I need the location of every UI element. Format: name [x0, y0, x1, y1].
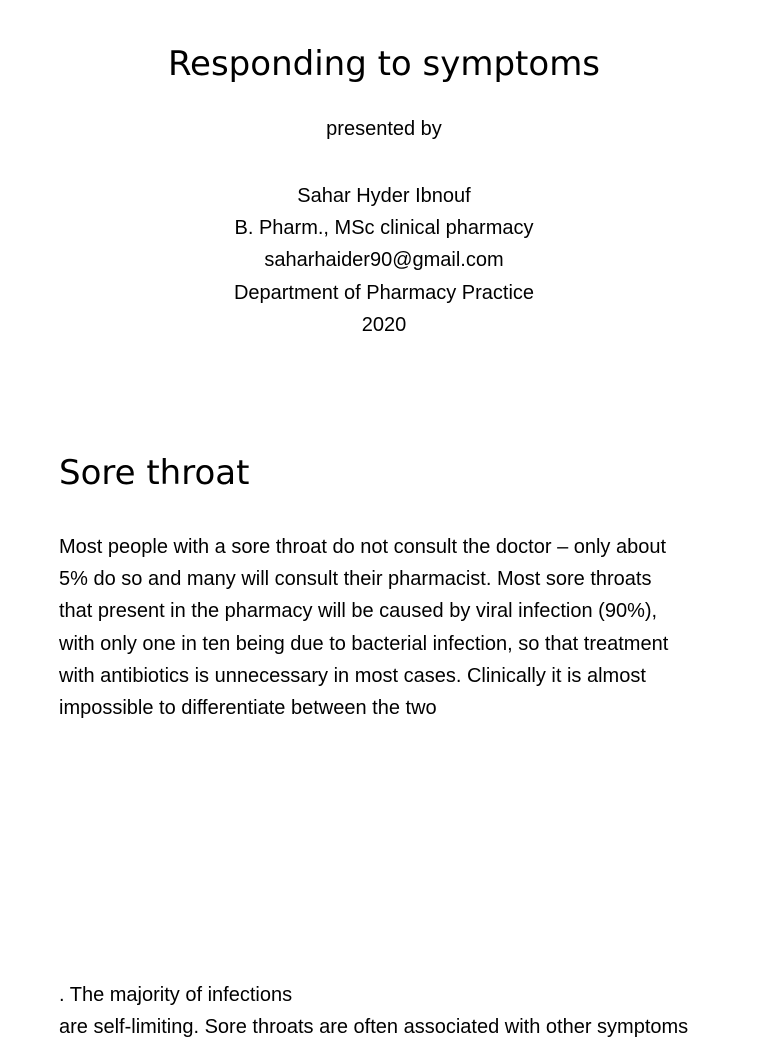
- author-name: Sahar Hyder Ibnouf: [297, 185, 471, 207]
- section-paragraph: [59, 531, 719, 724]
- author-year: 2020: [361, 313, 407, 336]
- author-email: saharhaider90@gmail.com: [264, 249, 504, 272]
- presented-by-label: presented by: [326, 118, 442, 140]
- paragraph-line: with only one in ten being due to bacterial infection, so that treatment: [59, 632, 669, 655]
- paragraph-line: 5% do so and many will consult their pharmacist. Most sore throats: [59, 568, 652, 591]
- document-title: Responding to symptoms: [167, 44, 601, 84]
- paragraph-line: with antibiotics is unnecessary in most cases. Clinically it is almost: [59, 664, 646, 687]
- author-degree: B. Pharm., MSc clinical pharmacy: [234, 217, 534, 240]
- continuation-line: are self-limiting. Sore throats are often associated with other symptoms: [59, 1016, 689, 1039]
- author-department: Department of Pharmacy Practice: [233, 281, 535, 304]
- author-details: [0, 180, 768, 341]
- paragraph-line: that present in the pharmacy will be caused by viral infection (90%),: [59, 600, 658, 623]
- continuation-paragraph: [59, 979, 739, 1043]
- paragraph-line: impossible to differentiate between the two: [59, 697, 437, 720]
- section-heading: Sore throat: [59, 453, 250, 493]
- paragraph-line: Most people with a sore throat do not consult the doctor – only about: [59, 536, 667, 558]
- continuation-line: . The majority of infections: [59, 984, 293, 1006]
